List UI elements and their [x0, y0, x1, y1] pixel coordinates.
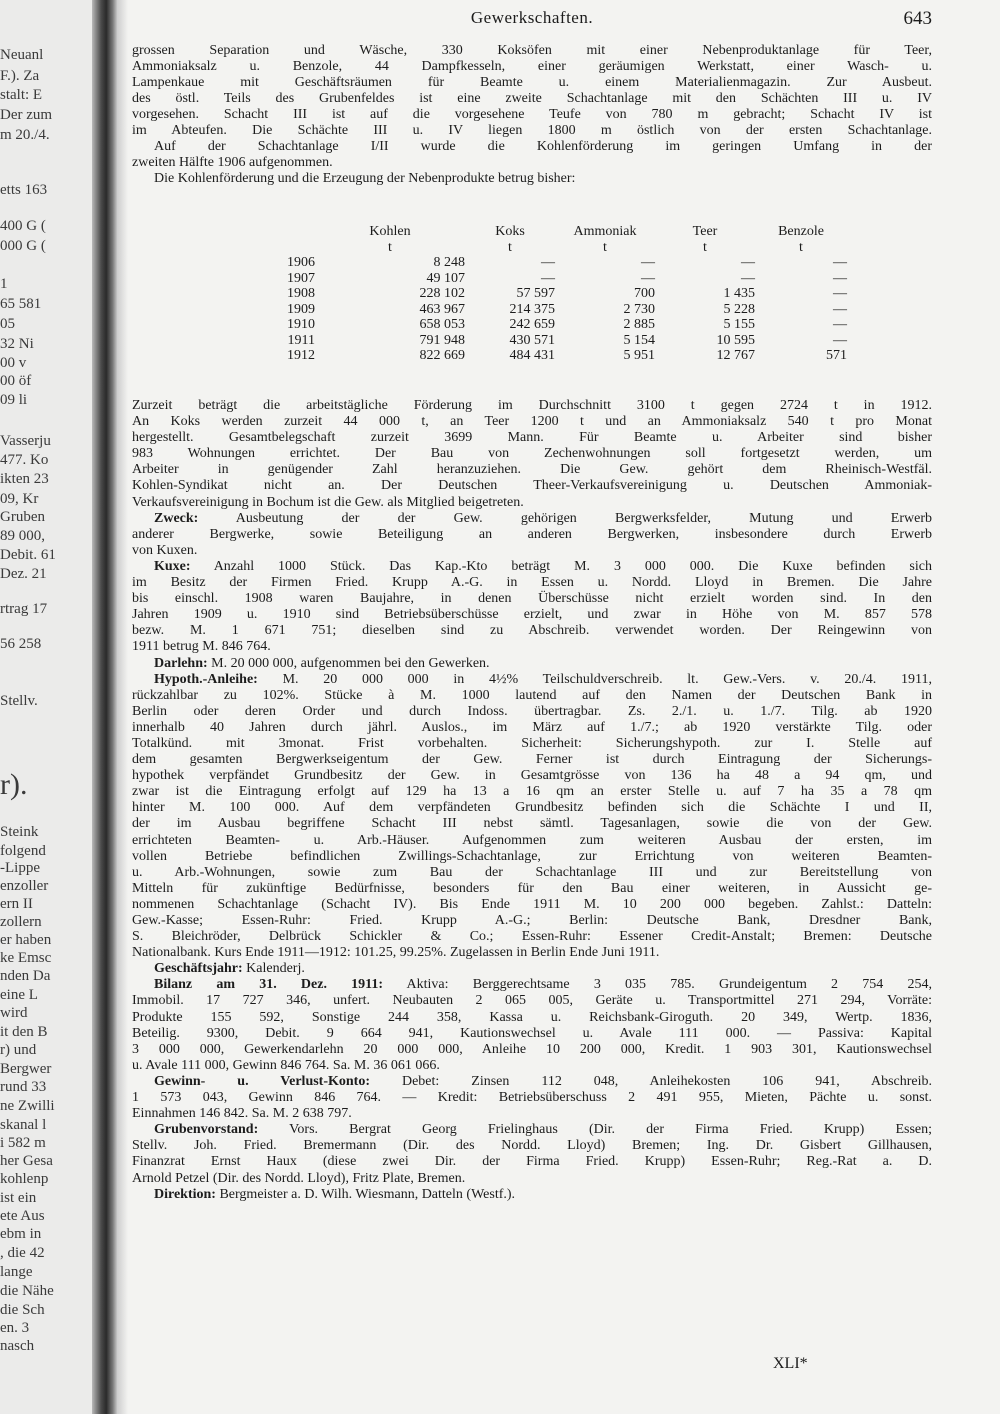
value-cell: 5 154 — [623, 332, 655, 348]
fragment-line: 89 000, — [0, 528, 45, 544]
text-line: Finanzrat Ernst Haux (diese zwei Dir. der Firma Fried. Krupp) Essen-Ruhr; Reg.-Rat a. D. — [132, 1154, 932, 1170]
text-line: S. Bleichröder, Delbrück Schickler & Co.; Essen-Ruhr: Essener Credit-Anstalt; Bremen: Deutsche — [132, 929, 932, 945]
fragment-line: nden Da — [0, 968, 51, 984]
fragment-line: wird — [0, 1005, 28, 1021]
fragment-line: die Nähe — [0, 1283, 54, 1299]
fragment-line: Debit. 61 — [0, 547, 56, 563]
value-cell: 571 — [826, 348, 847, 363]
unit-label: t — [799, 239, 803, 255]
fragment-line: nasch — [0, 1338, 35, 1354]
fragment-line: 09, Kr — [0, 491, 39, 507]
column-header: Ammoniak — [573, 224, 637, 239]
fragment-line: er haben — [0, 932, 52, 948]
fragment-line: m 20./4. — [0, 127, 50, 143]
section-text: Debet: Zinsen 112 048, Anleihekosten 106 941, Abschreib. — [370, 1073, 933, 1089]
fragment-line: ne Zwilli — [0, 1098, 55, 1114]
value-cell: 1 435 — [723, 286, 755, 301]
text-line: im Besitz der Firmen Fried. Krupp A.-G. in Essen u. Nordd. Lloyd in Bremen. Die Jahre — [132, 575, 932, 591]
fragment-line: ke Emsc — [0, 950, 52, 966]
text-line: Jahren 1909 u. 1910 sind Betriebsüberschüsse erzielt, und zwar in Höhe von M. 857 578 — [132, 607, 932, 623]
page-number: 643 — [903, 8, 932, 29]
text-line: bezw. M. 1 671 751; dieselben sind zu Abschreib. verwendet worden. Der Reingewinn von — [132, 623, 932, 639]
value-cell: 5 155 — [723, 317, 755, 332]
fragment-line: die Sch — [0, 1302, 45, 1318]
fragment-line: 477. Ko — [0, 452, 49, 468]
fragment-line: Der zum — [0, 107, 53, 123]
fragment-line: en. 3 — [0, 1320, 30, 1336]
value-cell: 49 107 — [426, 270, 465, 286]
value-cell: 57 597 — [516, 286, 555, 301]
text-line: der im Ausbau begriffene Schacht III nebst sämtl. Tagesanlagen, sowie die von der Gew. — [132, 816, 932, 832]
fragment-line: folgend — [0, 843, 46, 859]
section-text: Bergmeister a. D. Wilh. Wiesmann, Datteln (Westf.). — [215, 1186, 516, 1202]
value-cell: — — [833, 317, 847, 332]
fragment-line: etts 163 — [0, 182, 48, 198]
text-line: Immobil. 17 727 346, unfert. Neubauten 2 065 005, Geräte u. Transportmittel 271 294, Vorräte: — [132, 993, 932, 1009]
value-cell: 2 885 — [623, 317, 655, 332]
text-line — [132, 511, 932, 527]
section-text: Anzahl 1000 Stück. Das Kap.-Kto beträgt M. 3 000 000. Die Kuxe befinden sich — [190, 558, 932, 574]
value-cell: 484 431 — [509, 348, 555, 363]
fragment-line: ist ein — [0, 1190, 37, 1206]
fragment-line: kohlenp — [0, 1171, 49, 1187]
body-text-top — [132, 43, 932, 187]
page-header — [132, 8, 932, 30]
unit-label: t — [508, 239, 512, 255]
value-cell: — — [641, 270, 655, 286]
section-label: Grubenvorstand: — [154, 1122, 259, 1138]
fragment-line: 32 Ni — [0, 336, 34, 352]
fragment-line: Vasserju — [0, 433, 51, 449]
value-cell: 822 669 — [419, 348, 465, 363]
text-line: Gew.-Kasse; Essen-Ruhr: Fried. Krupp A.-G.; Berlin: Deutsche Bank, Dresdner Bank, — [132, 913, 932, 928]
table-header-row — [245, 224, 847, 240]
value-cell: 8 248 — [433, 255, 465, 270]
fragment-line: eine L — [0, 987, 38, 1003]
text-line: u. Avale 111 000, Gewinn 846 764. Sa. M. 36 061 066. — [132, 1057, 440, 1073]
value-cell: — — [641, 255, 655, 270]
fragment-line: F.). Za — [0, 68, 40, 84]
fragment-line: Gruben — [0, 509, 45, 525]
value-cell: 463 967 — [419, 301, 465, 317]
fragment-line: ete Aus — [0, 1208, 45, 1224]
fragment-line: Bergwer — [0, 1061, 52, 1077]
text-line: im Abteufen. Die Schächte III u. IV liegen 1800 m östlich von der ersten Schachtanlage. — [132, 123, 932, 138]
fragment-line: 00 v — [0, 355, 27, 371]
value-cell: 2 730 — [623, 301, 655, 317]
text-line: dem gesamten Bergwerkseigentum der Gew. Ferner ist durch Eintragung der Sicherungs- — [132, 752, 932, 768]
text-line: Arbeiter in genügender Zahl heranzuziehen. Die Gew. gehört dem Rheinisch-Westfäl. — [132, 462, 932, 478]
text-line: hergestellt. Gesamtbelegschaft zurzeit 3699 Mann. Für Beamte u. Arbeiter sind bisher — [132, 430, 932, 446]
year-cell: 1908 — [287, 286, 315, 301]
text-line: An Koks werden zurzeit 44 000 t, an Teer 1200 t und an Ammoniaksalz 540 t pro Monat — [132, 414, 932, 430]
text-line: Zurzeit beträgt die arbeitstägliche Förderung im Durchschnitt 3100 t gegen 2724 t in 1912. — [132, 398, 932, 413]
value-cell: — — [833, 301, 847, 317]
body-text-bottom — [132, 398, 932, 1203]
year-cell: 1907 — [287, 270, 315, 286]
adjacent-page-fragment — [0, 0, 92, 1414]
section-text: Vors. Bergrat Georg Frielinghaus (Dir. der Firma Fried. Krupp) Essen; — [258, 1122, 932, 1138]
text-line: Einnahmen 146 842. Sa. M. 2 638 797. — [132, 1106, 352, 1122]
text-line: u. Arb.-Wohnungen, sowie zum Bau der Schachtanlage III und zur Bereitstellung von — [132, 864, 932, 880]
value-cell: — — [541, 255, 555, 270]
section-label: Gewinn- u. Verlust-Konto: — [154, 1073, 371, 1089]
value-cell: — — [741, 255, 755, 270]
text-line: Mitteln für zukünftige Bedürfnisse, besonders für den Bau einer weiteren, in Aussicht ge- — [132, 880, 932, 896]
column-header: Teer — [692, 224, 718, 239]
fragment-line: 400 G ( — [0, 218, 46, 234]
text-line: hinter M. 100 000. Auf dem verpfändeten Grundbesitz befinden sich die Schächte I und II, — [132, 800, 932, 816]
value-cell: — — [541, 270, 555, 286]
text-line: bis einschl. 1908 waren Baujahre, in denen Überschüsse nicht erzielt worden sind. In den — [132, 591, 932, 607]
fragment-line: skanal l — [0, 1117, 47, 1133]
text-line — [132, 961, 932, 977]
fragment-line: enzoller — [0, 878, 49, 894]
unit-label — [245, 240, 315, 256]
value-cell: — — [741, 270, 755, 286]
text-line: Lampenkaue mit Geschäftsräumen für Beamte u. einem Materialienmagazin. Zur Ausbeut. — [132, 75, 932, 90]
section-text: M. 20 000 000, aufgenommen bei den Gewerken. — [207, 655, 490, 671]
value-cell: 791 948 — [419, 332, 465, 348]
fragment-line: 000 G ( — [0, 238, 46, 254]
fragment-line: ebm in — [0, 1226, 42, 1242]
gutter-shadow — [118, 0, 128, 1414]
text-line — [132, 656, 932, 672]
value-cell: — — [833, 332, 847, 348]
text-line — [132, 977, 932, 993]
column-header: Kohlen — [369, 224, 411, 239]
text-line: Produkte 155 592, Sonstige 244 358, Kassa u. Reichsbank-Giroguth. 20 349, Wertp. 1836, — [132, 1009, 932, 1025]
text-line: errichteten Beamten- u. Arb.-Häuser. Aufgenommen zum weiteren Ausbau der ersten, im — [132, 832, 932, 848]
fragment-line: i 582 m — [0, 1135, 46, 1151]
section-label: Kuxe: — [154, 558, 191, 574]
fragment-line: , die 42 — [0, 1245, 45, 1261]
text-line: rückzahlbar zu 102%. Stücke à M. 1000 lautend auf den Namen der Deutschen Bank in — [132, 687, 932, 703]
column-header — [245, 224, 315, 240]
section-label: Geschäftsjahr: — [154, 961, 243, 977]
table-units-row — [245, 240, 847, 256]
section-text: Ausbeutung der der Gew. gehörigen Bergwerksfelder, Mutung und Erwerb — [198, 510, 932, 526]
year-cell: 1906 — [287, 255, 315, 270]
fragment-line: ern II — [0, 896, 33, 912]
fragment-line: Steink — [0, 824, 39, 840]
text-line: zwar ist die Eintragung erfolgt auf 129 ha 13 a 16 qm an erster Stelle u. auf 7 ha 35 a 78 qm — [132, 784, 932, 800]
fragment-line: lange — [0, 1264, 33, 1280]
section-text: M. 20 000 000 in 4½% Teilschuldverschreib. lt. Gew.-Vers. v. 20./4. 1911, — [257, 671, 932, 687]
text-line: Auf der Schachtanlage I/II wurde die Kohlenförderung im geringen Umfang in der — [154, 139, 932, 154]
text-line: Berlin oder deren Order und durch Indoss. übertragbar. Zs. 2./1. u. 1./7. Tilg. ab 1920 — [132, 703, 932, 719]
section-label: Bilanz am 31. Dez. 1911: — [154, 977, 384, 993]
fragment-line: stalt: E — [0, 87, 43, 103]
text-line: Beteilig. 9300, Debit. 9 664 941, Kautionswechsel u. Avale 111 000. — Passiva: Kapital — [132, 1025, 932, 1041]
table-row — [245, 302, 847, 318]
fragment-line: rund 33 — [0, 1079, 47, 1095]
text-line: Ammoniaksalz u. Benzole, 44 Dampfkesseln, einer geräumigen Werkstatt, einer Wasch- u. — [132, 59, 932, 74]
value-cell: 10 595 — [716, 332, 755, 348]
table-row — [245, 286, 847, 302]
signature-mark: XLI* — [773, 1355, 808, 1372]
text-line: Nationalbank. Kurs Ende 1911—1912: 101.25, 99.25%. Zugelassen in Berlin Ende Juni 1911. — [132, 945, 660, 961]
value-cell: 214 375 — [509, 301, 555, 317]
text-line: Verkaufsvereinigung in Bochum ist die Gew. als Mitglied beigetreten. — [132, 494, 524, 510]
fragment-line: 00 öf — [0, 373, 32, 389]
fragment-line: r) und — [0, 1042, 37, 1058]
fragment-line: zollern — [0, 914, 42, 930]
text-line: Arnold Petzel (Dir. des Nordd. Lloyd), Fritz Plate, Bremen. — [132, 1170, 466, 1186]
value-cell: 430 571 — [509, 332, 555, 348]
fragment-line: 56 258 — [0, 636, 42, 652]
running-title: Gewerkschaften. — [470, 8, 594, 27]
column-header: Benzole — [778, 224, 824, 239]
unit-label: t — [703, 239, 707, 255]
text-line: Die Kohlenförderung und die Erzeugung der Nebenprodukte betrug bisher: — [154, 171, 576, 186]
section-label: Direktion: — [154, 1186, 216, 1202]
text-line: 1 573 043, Gewinn 846 764. — Kredit: Betriebsüberschuss 2 491 955, Mieten, Pächte u. sonst. — [132, 1090, 932, 1106]
section-text: Kalenderj. — [242, 961, 305, 977]
text-line: hypothek verpfändet Grundbesitz der Gew. in Gesamtgrösse von 136 ha 48 a 94 qm, und — [132, 768, 932, 784]
unit-label: t — [603, 239, 607, 255]
section-label: Darlehn: — [154, 655, 208, 671]
text-line: 983 Wohnungen errichtet. Der Bau von Zechenwohnungen soll fortgesetzt werden, um — [132, 446, 932, 462]
year-cell: 1909 — [287, 301, 315, 317]
year-cell: 1911 — [287, 332, 315, 348]
text-line: 3 000 000, Gewerkendarlehn 20 000 000, Anleihe 10 200 000, Kredit. 1 903 301, Kautionswechsel — [132, 1041, 932, 1057]
text-line — [132, 559, 932, 575]
book-gutter — [92, 0, 118, 1414]
value-cell: 228 102 — [419, 286, 465, 301]
fragment-line: ikten 23 — [0, 471, 49, 487]
unit-label: t — [388, 239, 392, 255]
text-line: Totalkünd. mit 3monat. Frist vorbehalten. Sicherheit: Sicherungshypoth. zur I. Stelle auf — [132, 735, 932, 751]
text-line — [132, 1187, 932, 1203]
fragment-line: 05 — [0, 316, 15, 332]
text-line — [132, 1074, 932, 1090]
table-row — [245, 317, 847, 333]
text-line: innerhalb 40 Jahren durch jährl. Auslos., im März auf 1./7.; ab 1920 verstärkte Tilg. oder — [132, 719, 932, 735]
text-line — [132, 672, 932, 688]
value-cell: 700 — [634, 286, 655, 301]
table-row — [245, 333, 847, 349]
section-text: Aktiva: Berggerechtsame 3 035 785. Grundeigentum 2 754 254, — [383, 977, 932, 993]
fragment-line: her Gesa — [0, 1153, 53, 1169]
fragment-line: r). — [0, 768, 28, 801]
production-table — [245, 224, 847, 364]
value-cell: 5 951 — [623, 348, 655, 363]
text-line: des östl. Teils des Grubenfeldes ist eine zweite Schachtanlage mit den Schächten III u. IV — [132, 91, 932, 106]
value-cell: — — [833, 286, 847, 301]
fragment-line: Neuanl — [0, 47, 44, 63]
table-row — [245, 348, 847, 364]
text-line: zweiten Hälfte 1906 aufgenommen. — [132, 155, 333, 170]
table-row — [245, 255, 847, 271]
fragment-line: Stellv. — [0, 693, 38, 709]
text-line: Kohlen-Syndikat nicht an. Der Deutschen Theer-Verkaufsvereinigung u. Deutschen Ammoniak- — [132, 478, 932, 494]
value-cell: — — [833, 255, 847, 270]
text-line: von Kuxen. — [132, 542, 198, 558]
text-line: grossen Separation und Wäsche, 330 Koksöfen mit einer Nebenproduktanlage für Teer, — [132, 43, 932, 58]
text-line: anderer Bergwerke, sowie Beteiligung an anderen Bergwerken, insbesondere durch Erwerb — [132, 526, 932, 542]
text-line: vorgesehen. Schacht III ist auf die vorgesehene Teufe von 780 m gebracht; Schacht IV ist — [132, 107, 932, 122]
fragment-line: Dez. 21 — [0, 566, 47, 582]
year-cell: 1910 — [287, 317, 315, 332]
fragment-line: -Lippe — [0, 860, 40, 876]
value-cell: 5 228 — [723, 301, 755, 317]
value-cell: 658 053 — [419, 317, 465, 332]
fragment-line: 65 581 — [0, 296, 42, 312]
text-line: Stellv. Joh. Fried. Bremermann (Dir. des Nordd. Lloyd) Bremen; Ing. Dr. Gisbert Gillhausen, — [132, 1138, 932, 1154]
fragment-line: rtrag 17 — [0, 601, 48, 617]
text-line — [132, 1122, 932, 1138]
table-row — [245, 271, 847, 287]
value-cell: — — [833, 270, 847, 286]
section-label: Hypoth.-Anleihe: — [154, 671, 258, 687]
text-line: vollen Betriebe befindlichen Zwillings-Schachtanlage, zur Errichtung von weiteren Beamten- — [132, 848, 932, 864]
column-header: Koks — [495, 224, 525, 239]
year-cell: 1912 — [287, 348, 315, 363]
value-cell: 242 659 — [509, 317, 555, 332]
fragment-line: 09 li — [0, 392, 28, 408]
section-label: Zweck: — [154, 510, 199, 526]
fragment-line: 1 — [0, 276, 8, 292]
text-line: nommenen Schachtanlage (Schacht IV). Bis Ende 1911 M. 10 200 000 begeben. Zahlst.: Datteln: — [132, 896, 932, 912]
text-line: 1911 betrug M. 846 764. — [132, 639, 271, 655]
fragment-line: it den B — [0, 1024, 48, 1040]
value-cell: 12 767 — [716, 348, 755, 363]
